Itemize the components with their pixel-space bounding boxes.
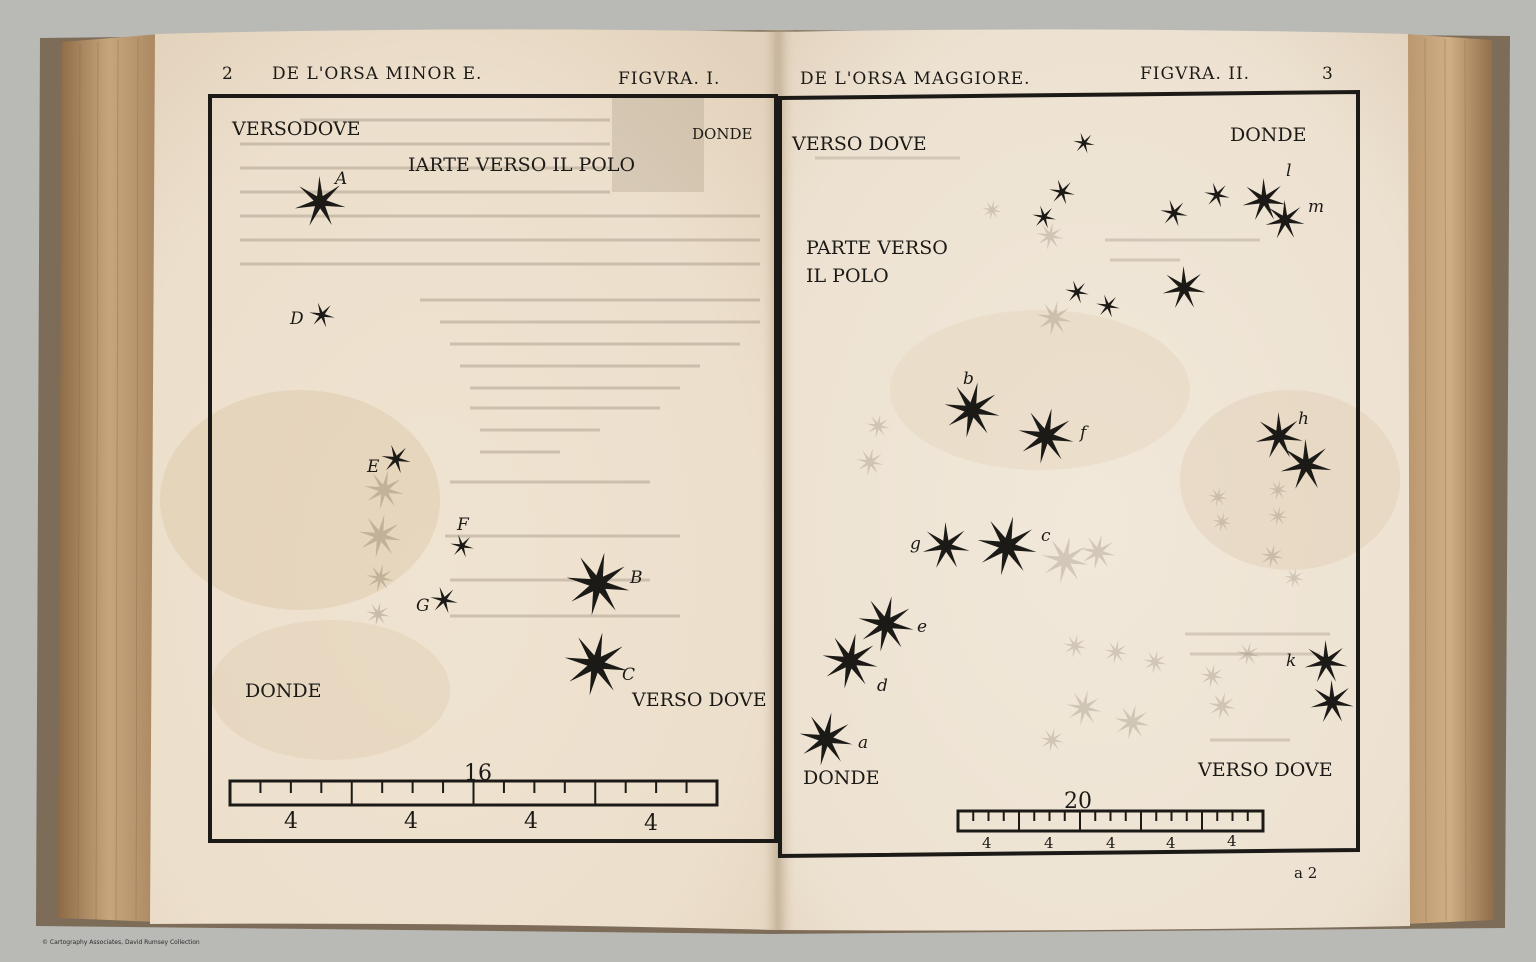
page-number-left: 2 bbox=[222, 64, 234, 84]
star-letter-c: C bbox=[622, 665, 636, 685]
star-letter-g: G bbox=[416, 596, 430, 616]
page-number-right: 3 bbox=[1322, 64, 1334, 84]
scale-segment-right-4: 4 bbox=[1166, 834, 1176, 852]
label-verso-dove-top-left-right-page: VERSO DOVE bbox=[792, 133, 927, 155]
scale-segment-right-1: 4 bbox=[982, 834, 992, 852]
star-letter-e-lower: e bbox=[917, 617, 928, 637]
scale-total-left: 16 bbox=[464, 761, 492, 786]
star-letter-e: E bbox=[367, 457, 380, 477]
figure-label-right: FIGVRA. II. bbox=[1140, 64, 1251, 84]
scale-segment-right-5: 4 bbox=[1227, 832, 1237, 850]
signature-mark: a 2 bbox=[1294, 864, 1318, 882]
label-parte-verso: PARTE VERSO bbox=[806, 237, 948, 259]
label-verso-dove-bottom-right-right-page: VERSO DOVE bbox=[1198, 759, 1333, 781]
star-letter-c-lower: c bbox=[1041, 526, 1051, 546]
running-title-right: DE L'ORSA MAGGIORE. bbox=[800, 69, 1031, 89]
right-page-edges bbox=[1405, 34, 1494, 924]
star-letter-f: F bbox=[457, 515, 469, 535]
star-letter-a: A bbox=[335, 169, 348, 189]
label-parte-verso-il-polo: IARTE VERSO IL POLO bbox=[408, 154, 636, 176]
figure-label-left: FIGVRA. I. bbox=[618, 69, 721, 89]
star-letter-l: l bbox=[1286, 161, 1292, 181]
star-letter-m: m bbox=[1308, 197, 1325, 217]
star-letter-k: k bbox=[1286, 651, 1297, 671]
star-letter-f-lower: f bbox=[1080, 423, 1087, 443]
star-letter-d-lower: d bbox=[877, 676, 888, 696]
label-donde-top-right: DONDE bbox=[692, 125, 753, 143]
running-title-left: DE L'ORSA MINOR E. bbox=[272, 64, 483, 84]
left-page-edges bbox=[58, 34, 160, 922]
star-letter-d: D bbox=[290, 309, 304, 329]
label-verso-dove-bottom-right: VERSO DOVE bbox=[632, 689, 767, 711]
scale-segment-right-3: 4 bbox=[1106, 834, 1116, 852]
label-donde-bottom-left-right-page: DONDE bbox=[803, 767, 880, 789]
label-donde-top-right-right-page: DONDE bbox=[1230, 124, 1307, 146]
star-letter-h: h bbox=[1298, 409, 1309, 429]
star-letter-b: B bbox=[630, 568, 643, 588]
scale-segment-left-2: 4 bbox=[404, 809, 418, 834]
label-verso-dove-top-left: VERSODOVE bbox=[232, 118, 361, 140]
label-il-polo: IL POLO bbox=[806, 265, 889, 287]
scale-total-right: 20 bbox=[1064, 789, 1092, 814]
scale-segment-left-3: 4 bbox=[524, 809, 538, 834]
scale-segment-left-1: 4 bbox=[284, 809, 298, 834]
star-letter-b-lower: b bbox=[963, 369, 974, 389]
star-letter-g-lower: g bbox=[910, 534, 921, 554]
scale-segment-left-4: 4 bbox=[644, 811, 658, 836]
star-letter-a-lower: a bbox=[858, 733, 869, 753]
credit-line: © Cartography Associates, David Rumsey Collection bbox=[42, 939, 200, 946]
scale-segment-right-2: 4 bbox=[1044, 834, 1054, 852]
label-donde-bottom-left: DONDE bbox=[245, 680, 322, 702]
